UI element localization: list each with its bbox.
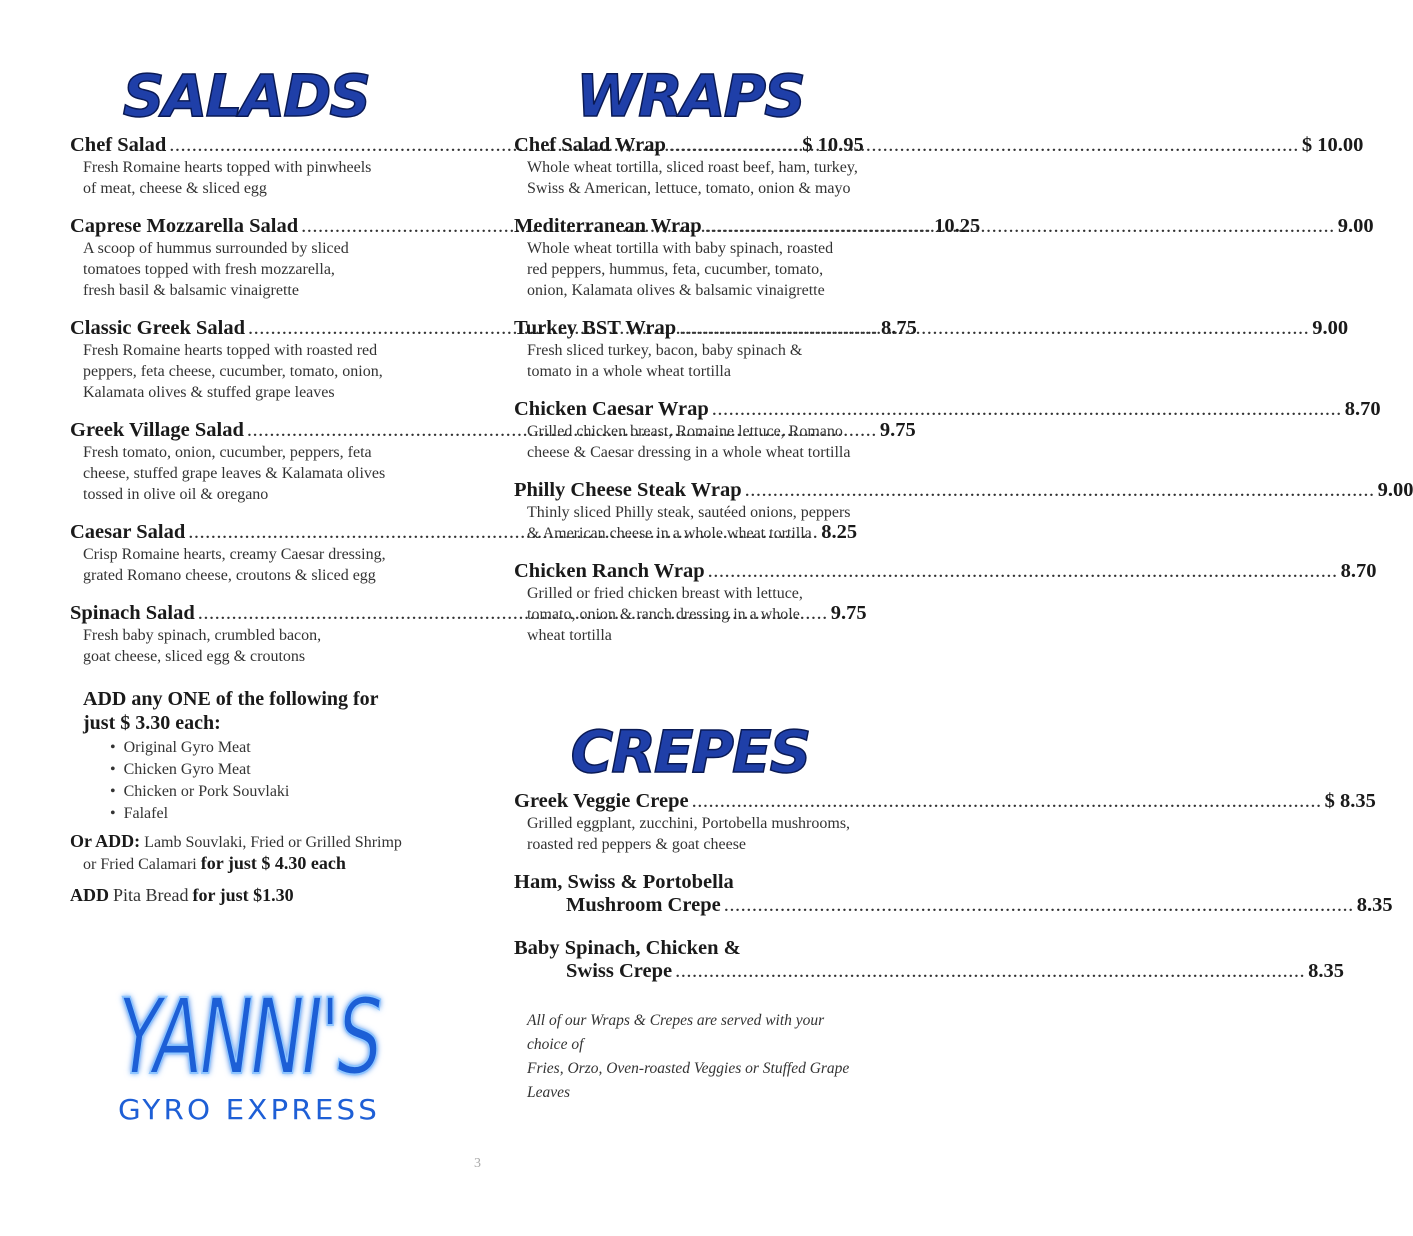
yannis-logo bbox=[112, 975, 387, 1125]
item-description bbox=[514, 813, 866, 855]
desc-line: Kalamata olives & stuffed grape leaves bbox=[83, 384, 335, 401]
desc-line: tomato, onion & ranch dressing in a whole bbox=[527, 606, 800, 623]
desc-line: onion, Kalamata olives & balsamic vinaigrette bbox=[527, 282, 825, 299]
leader-dots bbox=[705, 215, 1335, 238]
desc-line: Fresh baby spinach, crumbled bacon, bbox=[83, 627, 322, 644]
item-price: 8.35 bbox=[1356, 894, 1393, 916]
leader-dots bbox=[712, 398, 1342, 421]
svg-text:SALADS: SALADS bbox=[122, 62, 370, 130]
item-name: Classic Greek Salad bbox=[70, 317, 246, 339]
or-add-items-2: or Fried Calamari bbox=[83, 856, 197, 873]
item-description bbox=[514, 238, 866, 301]
or-add-price: for just $ 4.30 each bbox=[200, 853, 346, 873]
item-price: $ 10.00 bbox=[1301, 134, 1364, 156]
item-name: Spinach Salad bbox=[70, 602, 195, 624]
desc-line: Swiss & American, lettuce, tomato, onion & mayo bbox=[527, 180, 851, 197]
item-name-cont: Swiss Crepe bbox=[566, 960, 673, 982]
desc-line: Grilled or fried chicken breast with lettuce, bbox=[527, 585, 803, 602]
item-description bbox=[70, 157, 422, 199]
item-price: 9.00 bbox=[1312, 317, 1349, 339]
desc-line: fresh basil & balsamic vinaigrette bbox=[83, 282, 299, 299]
item-description bbox=[70, 340, 422, 403]
pita-label: ADD bbox=[70, 885, 109, 905]
item-price: 10.25 bbox=[934, 215, 981, 237]
leader-dots bbox=[724, 894, 1354, 917]
item-name: Chef Salad Wrap bbox=[514, 134, 666, 156]
menu-item bbox=[514, 560, 1377, 646]
note-line: All of our Wraps & Crepes are served with your choice of bbox=[527, 1012, 825, 1053]
addon-option: • Falafel bbox=[124, 803, 422, 825]
leader-dots bbox=[675, 960, 1305, 983]
item-price: 9.00 bbox=[1337, 215, 1374, 237]
menu-item-greek-veggie-crepe bbox=[514, 790, 1376, 855]
desc-line: cheese & Caesar dressing in a whole wheat tortilla bbox=[527, 444, 851, 461]
addon-option: • Original Gyro Meat bbox=[124, 737, 422, 759]
leader-dots bbox=[708, 560, 1338, 583]
pita-price: for just $1.30 bbox=[192, 885, 294, 905]
desc-line: A scoop of hummus surrounded by sliced bbox=[83, 240, 349, 257]
item-price: 8.35 bbox=[1308, 960, 1344, 982]
addon-heading-line2: just $ 3.30 each: bbox=[83, 712, 221, 734]
desc-line: cheese, stuffed grape leaves & Kalamata olives bbox=[83, 465, 386, 482]
desc-line: Fresh sliced turkey, bacon, baby spinach & bbox=[527, 342, 803, 359]
or-add-label: Or ADD: bbox=[70, 831, 141, 851]
crepes-heading bbox=[514, 716, 866, 784]
item-description bbox=[514, 502, 866, 544]
item-name: Ham, Swiss & Portobella bbox=[514, 871, 734, 893]
svg-text:GYRO EXPRESS: GYRO EXPRESS bbox=[118, 1093, 380, 1126]
leader-dots bbox=[692, 790, 1322, 813]
desc-line: & American cheese in a whole wheat tortilla bbox=[527, 525, 812, 542]
pita-item: Pita Bread bbox=[113, 885, 189, 905]
wraps-heading bbox=[514, 60, 866, 128]
desc-line: roasted red peppers & goat cheese bbox=[527, 836, 747, 853]
menu-item bbox=[514, 479, 1413, 544]
leader-dots bbox=[745, 479, 1375, 502]
item-name: Greek Veggie Crepe bbox=[514, 790, 689, 812]
desc-line: Thinly sliced Philly steak, sautéed onions, peppers bbox=[527, 504, 851, 521]
desc-line: Crisp Romaine hearts, creamy Caesar dressing, bbox=[83, 546, 386, 563]
item-name: Baby Spinach, Chicken & bbox=[514, 937, 741, 959]
desc-line: Fresh tomato, onion, cucumber, peppers, feta bbox=[83, 444, 372, 461]
desc-line: tomato in a whole wheat tortilla bbox=[527, 363, 731, 380]
desc-line: Grilled eggplant, zucchini, Portobella mushrooms, bbox=[527, 815, 851, 832]
item-name: Chef Salad bbox=[70, 134, 167, 156]
item-name: Chicken Caesar Wrap bbox=[514, 398, 709, 420]
menu-item-spinach-chicken-crepe bbox=[514, 937, 1344, 983]
item-name-cont: Mushroom Crepe bbox=[566, 894, 721, 916]
item-name: Philly Cheese Steak Wrap bbox=[514, 479, 742, 501]
desc-line: tossed in olive oil & oregano bbox=[83, 486, 269, 503]
addon-option: • Chicken or Pork Souvlaki bbox=[124, 781, 422, 803]
desc-line: Fresh Romaine hearts topped with roasted red bbox=[83, 342, 378, 359]
desc-line: Whole wheat tortilla with baby spinach, roasted bbox=[527, 240, 834, 257]
item-price: 9.75 bbox=[830, 602, 867, 624]
pita-line bbox=[70, 885, 422, 907]
desc-line: wheat tortilla bbox=[527, 627, 612, 644]
item-name: Turkey BST Wrap bbox=[514, 317, 677, 339]
item-name: Greek Village Salad bbox=[70, 419, 244, 441]
desc-line: goat cheese, sliced egg & croutons bbox=[83, 648, 306, 665]
desc-line: of meat, cheese & sliced egg bbox=[83, 180, 267, 197]
item-name: Chicken Ranch Wrap bbox=[514, 560, 705, 582]
note-line: Fries, Orzo, Oven-roasted Veggies or Stuffed Grape Leaves bbox=[527, 1060, 850, 1101]
item-name: Caprese Mozzarella Salad bbox=[70, 215, 299, 237]
menu-item bbox=[514, 134, 1364, 199]
desc-line: peppers, feta cheese, cucumber, tomato, onion, bbox=[83, 363, 383, 380]
item-price: 8.70 bbox=[1344, 398, 1381, 420]
or-add-line bbox=[70, 831, 422, 875]
menu-item-ham-swiss-crepe bbox=[514, 871, 1393, 917]
item-description bbox=[514, 421, 866, 463]
addon-block bbox=[70, 687, 422, 825]
svg-text:WRAPS: WRAPS bbox=[576, 62, 804, 130]
item-price: $ 10.95 bbox=[802, 134, 864, 156]
item-description bbox=[70, 238, 422, 301]
svg-text:YANNI'S: YANNI'S bbox=[118, 976, 381, 1098]
desc-line: Grilled chicken breast, Romaine lettuce, Romano bbox=[527, 423, 843, 440]
item-description bbox=[70, 442, 422, 505]
item-price: 8.75 bbox=[881, 317, 917, 339]
sides-note bbox=[514, 1009, 866, 1105]
salads-heading bbox=[70, 60, 422, 128]
item-name: Caesar Salad bbox=[70, 521, 186, 543]
item-price: $ 8.35 bbox=[1324, 790, 1376, 812]
item-description bbox=[514, 583, 866, 646]
leader-dots bbox=[669, 134, 1299, 157]
item-description bbox=[70, 544, 422, 586]
desc-line: red peppers, hummus, feta, cucumber, tomato, bbox=[527, 261, 824, 278]
item-description bbox=[514, 157, 866, 199]
page-number: 3 bbox=[474, 1156, 481, 1171]
item-price: 9.00 bbox=[1377, 479, 1413, 501]
addon-heading-line1: ADD any ONE of the following for bbox=[83, 688, 379, 710]
item-price: 9.75 bbox=[879, 419, 916, 441]
addon-options bbox=[70, 737, 422, 825]
svg-text:CREPES: CREPES bbox=[570, 718, 810, 786]
addon-option: • Chicken Gyro Meat bbox=[124, 759, 422, 781]
or-add-items-1: Lamb Souvlaki, Fried or Grilled Shrimp bbox=[144, 834, 402, 851]
addon-heading bbox=[70, 687, 422, 735]
item-price: 8.25 bbox=[821, 521, 858, 543]
item-price: 8.70 bbox=[1340, 560, 1377, 582]
leader-dots bbox=[679, 317, 1309, 340]
desc-line: Whole wheat tortilla, sliced roast beef, ham, turkey, bbox=[527, 159, 858, 176]
item-description bbox=[514, 340, 866, 382]
desc-line: tomatoes topped with fresh mozzarella, bbox=[83, 261, 335, 278]
desc-line: grated Romano cheese, croutons & sliced egg bbox=[83, 567, 376, 584]
item-name: Mediterranean Wrap bbox=[514, 215, 702, 237]
item-description bbox=[70, 625, 422, 667]
desc-line: Fresh Romaine hearts topped with pinwheels bbox=[83, 159, 372, 176]
